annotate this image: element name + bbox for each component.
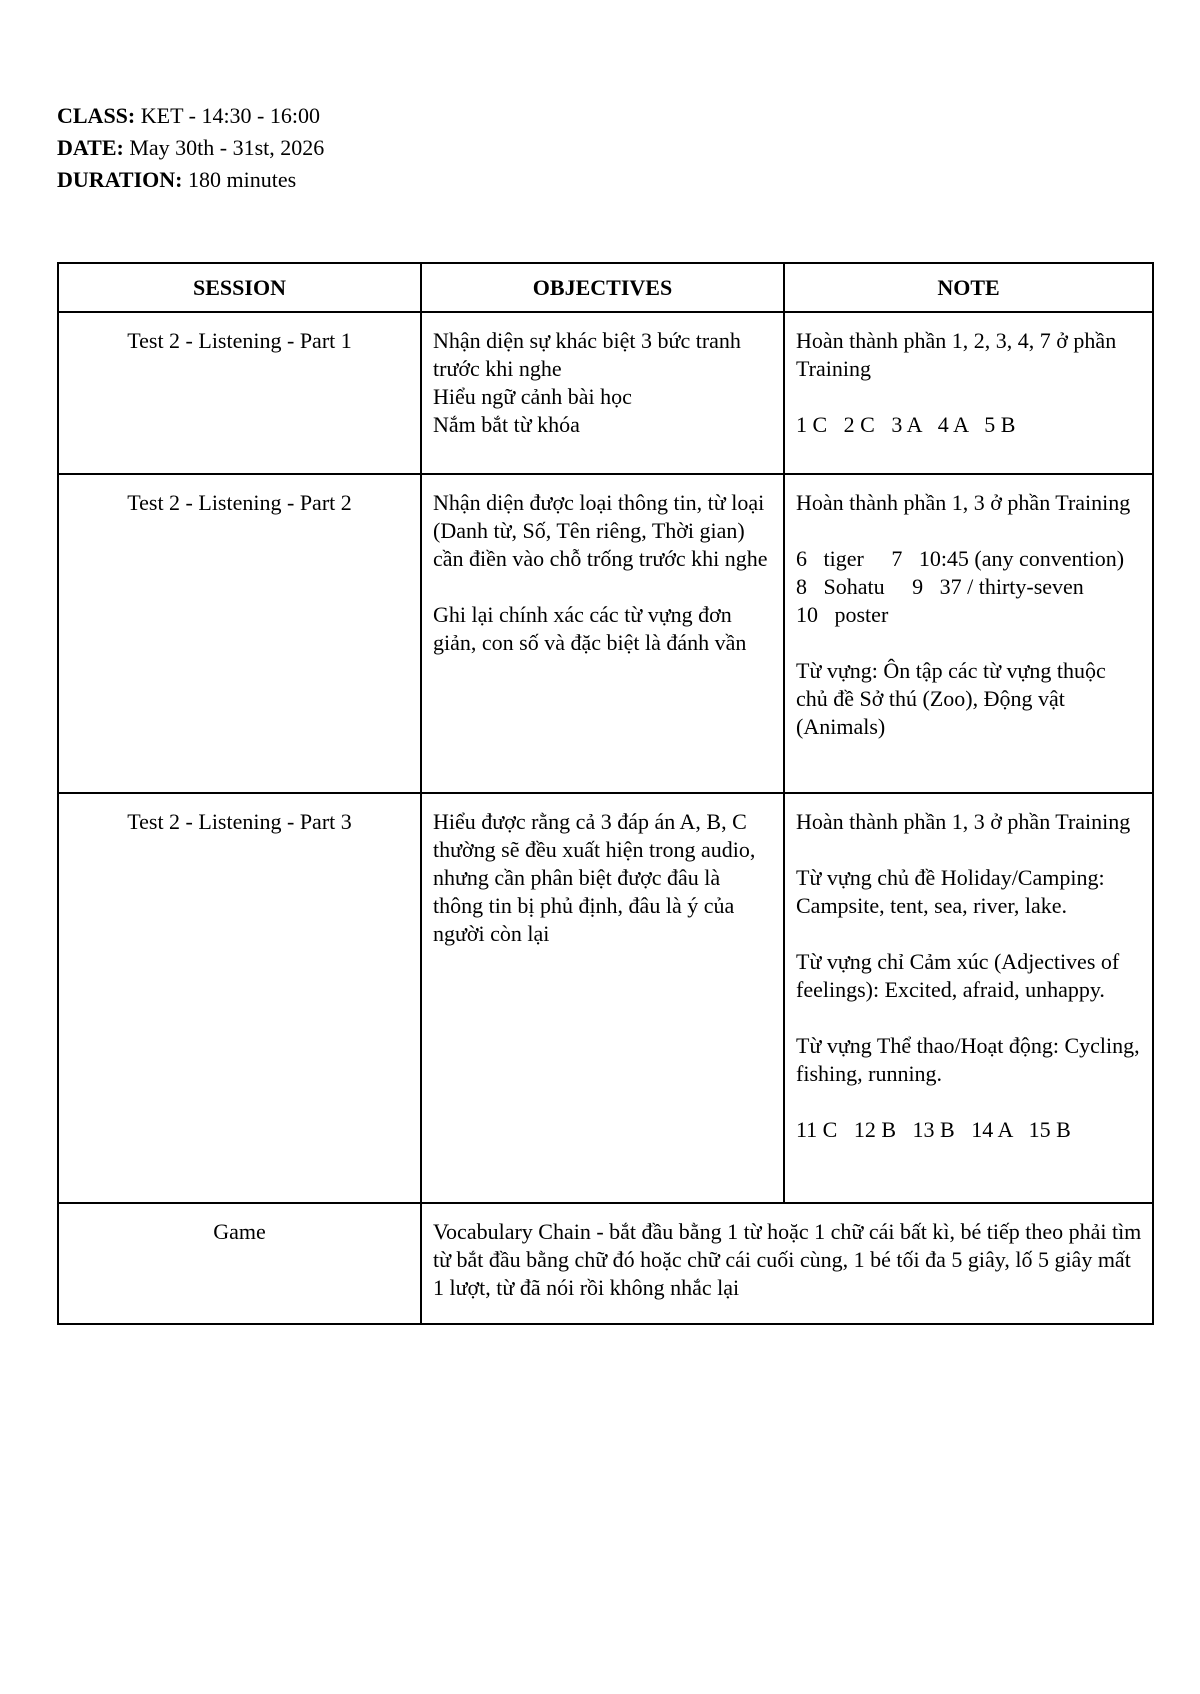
class-label: CLASS: <box>57 103 136 128</box>
class-value: KET - 14:30 - 16:00 <box>140 103 320 128</box>
note-text: Hoàn thành phần 1, 3 ở phần Training <box>796 809 1131 834</box>
column-header-objectives: OBJECTIVES <box>421 263 784 312</box>
game-description: Vocabulary Chain - bắt đầu bằng 1 từ hoặc 1 chữ cái bất kì, bé tiếp theo phải tìm từ bắt đầu bằng chữ đó hoặc chữ cái cuối cùng, 1 bé tối đa 5 giây, lố 5 giây mất 1 lượt, từ đã nói rồi không nhắc lại <box>433 1219 1142 1300</box>
date-label: DATE: <box>57 135 124 160</box>
answer-key: 8 Sohatu 9 37 / thirty-seven <box>796 574 1084 599</box>
game-description-cell <box>421 1203 1153 1324</box>
objective-text: Hiểu được rằng cả 3 đáp án A, B, C thường sẽ đều xuất hiện trong audio, nhưng cần phân biệt được đâu là thông tin bị phủ định, đâu là ý của người còn lại <box>433 809 756 946</box>
objective-text: Nhận diện được loại thông tin, từ loại (Danh từ, Số, Tên riêng, Thời gian) cần điền vào chỗ trống trước khi nghe <box>433 490 768 571</box>
objectives-cell <box>421 474 784 793</box>
answer-key: 1 C 2 C 3 A 4 A 5 B <box>796 412 1016 437</box>
duration-line <box>57 164 324 196</box>
objectives-cell <box>421 312 784 474</box>
answer-key: 11 C 12 B 13 B 14 A 15 B <box>796 1117 1071 1142</box>
note-cell <box>784 793 1153 1203</box>
date-line <box>57 132 324 164</box>
session-cell: Test 2 - Listening - Part 3 <box>58 793 421 1203</box>
objective-text: Ghi lại chính xác các từ vựng đơn giản, con số và đặc biệt là đánh vần <box>433 602 747 655</box>
session-cell: Game <box>58 1203 421 1324</box>
column-header-note: NOTE <box>784 263 1153 312</box>
session-cell: Test 2 - Listening - Part 2 <box>58 474 421 793</box>
duration-label: DURATION: <box>57 167 183 192</box>
answer-key: 6 tiger 7 10:45 (any convention) <box>796 546 1125 571</box>
objectives-cell <box>421 793 784 1203</box>
objective-text: Nắm bắt từ khóa <box>433 412 580 437</box>
table-row <box>58 474 1153 793</box>
objective-text: Nhận diện sự khác biệt 3 bức tranh trước khi nghe <box>433 328 741 381</box>
note-cell <box>784 312 1153 474</box>
note-cell <box>784 474 1153 793</box>
note-text: Hoàn thành phần 1, 3 ở phần Training <box>796 490 1131 515</box>
answer-key: 10 poster <box>796 602 889 627</box>
duration-value: 180 minutes <box>187 167 297 192</box>
table-row <box>58 793 1153 1203</box>
table-header-row <box>58 263 1153 312</box>
note-text: Hoàn thành phần 1, 2, 3, 4, 7 ở phần Training <box>796 328 1117 381</box>
note-text: Từ vựng chỉ Cảm xúc (Adjectives of feelings): Excited, afraid, unhappy. <box>796 949 1120 1002</box>
column-header-session: SESSION <box>58 263 421 312</box>
lesson-plan-table <box>57 262 1154 1325</box>
note-text: Từ vựng chủ đề Holiday/Camping: Campsite, tent, sea, river, lake. <box>796 865 1105 918</box>
objective-text: Hiểu ngữ cảnh bài học <box>433 384 632 409</box>
table-row <box>58 312 1153 474</box>
note-text: Từ vựng Thể thao/Hoạt động: Cycling, fishing, running. <box>796 1033 1140 1086</box>
note-text: Từ vựng: Ôn tập các từ vựng thuộc chủ đề Sở thú (Zoo), Động vật (Animals) <box>796 658 1106 739</box>
lesson-header <box>57 100 324 196</box>
table-row <box>58 1203 1153 1324</box>
date-value: May 30th - 31st, 2026 <box>129 135 325 160</box>
session-cell: Test 2 - Listening - Part 1 <box>58 312 421 474</box>
class-line <box>57 100 324 132</box>
